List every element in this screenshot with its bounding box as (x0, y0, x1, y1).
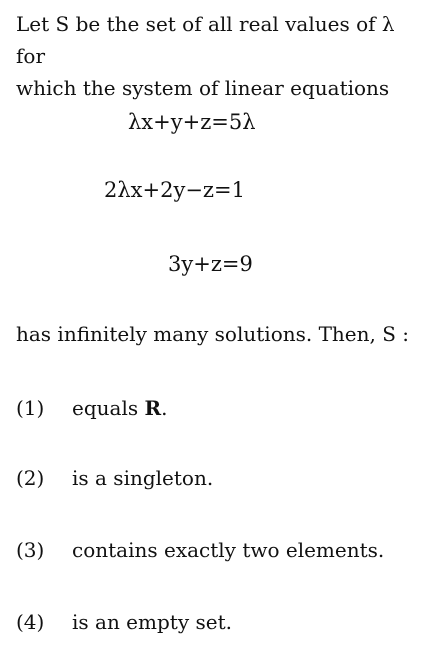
option-1-end: . (161, 396, 168, 420)
option-1-bold-set: R (144, 396, 162, 420)
option-1-number: (1) (16, 396, 45, 420)
question-text (16, 8, 426, 104)
option-1-text (72, 392, 167, 424)
question-line-1: Let S be the set of all real values of λ for (16, 12, 395, 68)
option-2-number: (2) (16, 466, 45, 490)
equation-3: 3y+z=9 (168, 252, 253, 276)
option-4[interactable] (16, 606, 426, 638)
question-line-2: which the system of linear equations (16, 76, 390, 100)
option-3-text: contains exactly two elements. (72, 538, 385, 562)
option-1[interactable] (16, 392, 426, 424)
option-3-number: (3) (16, 538, 45, 562)
option-2[interactable] (16, 462, 426, 494)
option-4-text: is an empty set. (72, 610, 232, 634)
option-3[interactable] (16, 534, 426, 566)
option-2-text: is a singleton. (72, 466, 214, 490)
option-1-text-main: equals (72, 396, 145, 420)
equation-2: 2λx+2y−z=1 (104, 178, 245, 202)
equation-1: λx+y+z=5λ (128, 110, 256, 134)
option-4-number: (4) (16, 610, 45, 634)
conclusion-text: has infinitely many solutions. Then, S : (16, 322, 410, 346)
